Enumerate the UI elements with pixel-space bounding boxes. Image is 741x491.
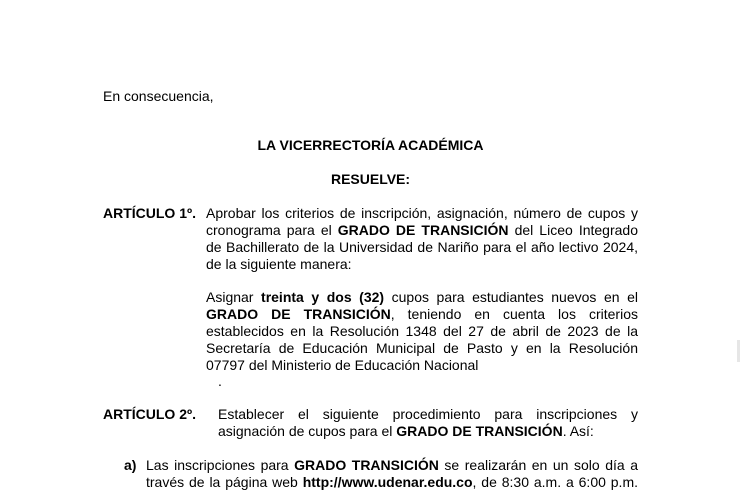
article-1-label: ARTÍCULO 1º. bbox=[103, 205, 197, 221]
article-1-p2-line-1: Asignar treinta y dos (32) cupos para estudiantes nuevos en el bbox=[206, 289, 639, 305]
article-2-line-1: Establecer el siguiente procedimiento para inscripciones y bbox=[218, 406, 638, 422]
item-a-line-2: través de la página web http://www.udenar.edu.co, de 8:30 a.m. a 6:00 p.m. bbox=[146, 474, 638, 490]
article-1-p2-line-2: GRADO DE TRANSICIÓN, teniendo en cuenta los criterios bbox=[206, 306, 638, 322]
article-1-line-3: de Bachillerato de la Universidad de Nariño para el año lectivo 2024, bbox=[206, 239, 638, 255]
website-link[interactable]: http://www.udenar.edu.co bbox=[302, 474, 473, 490]
article-1-p2-line-5: 07797 del Ministerio de Educación Nacional bbox=[206, 357, 479, 373]
authority-heading bbox=[0, 137, 741, 154]
authority-text: LA VICERRECTORÍA ACADÉMICA bbox=[257, 137, 484, 153]
article-1-line-2: cronograma para el GRADO DE TRANSICIÓN del Liceo Integrado bbox=[206, 222, 638, 238]
article-1-line-4: de la siguiente manera: bbox=[206, 256, 352, 272]
intro-text: En consecuencia, bbox=[103, 88, 214, 104]
page-edge-mark bbox=[737, 340, 740, 362]
article-1-p2-line-6: . bbox=[218, 373, 222, 389]
article-1-p2-line-4: Secretaría de Educación Municipal de Pasto y en la Resolución bbox=[206, 340, 638, 356]
item-a-line-1: Las inscripciones para GRADO TRANSICIÓN se realizarán en un solo día a bbox=[146, 457, 638, 473]
article-1-p2-line-3: establecidos en la Resolución 1348 del 27 de abril de 2023 de la bbox=[206, 323, 638, 339]
item-a-marker: a) bbox=[124, 457, 137, 473]
article-2-label: ARTÍCULO 2º. bbox=[103, 406, 197, 422]
article-1-line-1: Aprobar los criterios de inscripción, asignación, número de cupos y bbox=[206, 205, 638, 221]
resolves-text: RESUELVE: bbox=[330, 171, 411, 187]
resolves-heading bbox=[0, 171, 741, 188]
article-2-line-2: asignación de cupos para el GRADO DE TRANSICIÓN. Así: bbox=[218, 423, 594, 439]
